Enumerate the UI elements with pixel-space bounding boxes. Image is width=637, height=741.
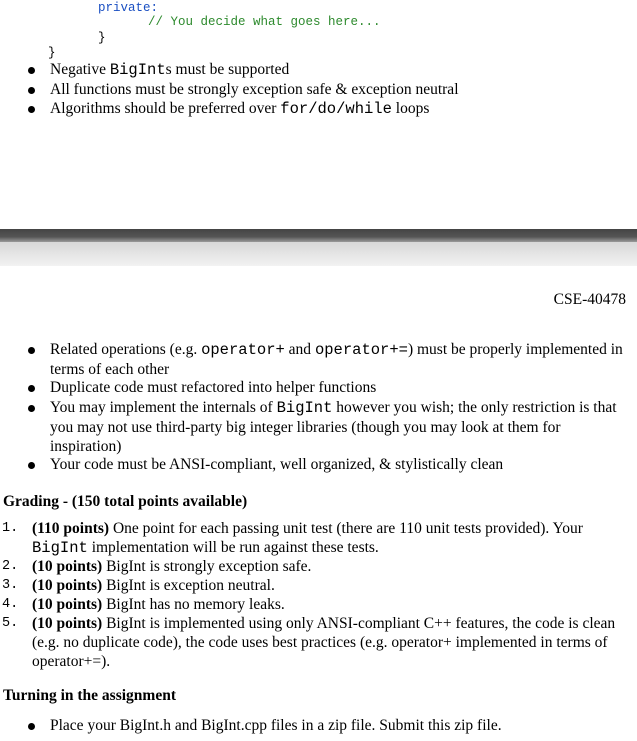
item-number: 5. xyxy=(2,616,19,631)
points-label: (10 points) xyxy=(32,615,103,632)
text: Related operations (e.g. xyxy=(50,341,202,358)
bullet-icon xyxy=(28,87,35,94)
text: ) must be properly implemented in terms of each other xyxy=(50,341,623,379)
bullet-icon xyxy=(28,347,35,354)
text: BigInt has no memory leaks. xyxy=(102,596,285,613)
text: Negative xyxy=(50,61,110,78)
inline-code: operator+= xyxy=(314,341,408,359)
bullet-icon xyxy=(28,106,35,113)
inline-code: for/do/while xyxy=(280,100,392,118)
bullet-icon xyxy=(28,462,35,469)
bullet-icon xyxy=(28,67,35,74)
grading-heading: Grading - (150 total points available) xyxy=(3,493,248,510)
code-comment: // You decide what goes here... xyxy=(148,15,381,29)
page-break-divider xyxy=(0,229,637,242)
inline-code: BigInt xyxy=(109,61,166,79)
bullet-icon xyxy=(28,405,35,412)
inline-code: BigInt xyxy=(32,539,88,558)
list-item-text: Duplicate code must refactored into helper functions xyxy=(50,379,377,396)
list-item-text: All functions must be strongly exception safe & exception neutral xyxy=(50,81,459,98)
item-number: 3. xyxy=(2,578,19,593)
points-label: (10 points) xyxy=(32,577,103,594)
item-number: 1. xyxy=(2,521,19,536)
text: implementation will be run against these tests. xyxy=(87,539,379,557)
text: You may implement the internals of xyxy=(50,399,277,416)
page-gap xyxy=(0,242,637,266)
text: BigInt is strongly exception safe. xyxy=(102,558,312,575)
inline-code: BigInt xyxy=(276,399,333,417)
text: and xyxy=(284,341,315,358)
text: loops xyxy=(391,100,430,117)
bullet-icon xyxy=(28,723,35,730)
points-label: (10 points) xyxy=(32,596,103,613)
code-outer-brace: } xyxy=(48,46,56,60)
inline-code: operator+ xyxy=(201,341,285,359)
text: One point for each passing unit test (there are 110 unit tests provided). Your xyxy=(109,520,583,537)
code-inner-brace: } xyxy=(98,31,106,45)
code-private-keyword: private: xyxy=(98,1,159,15)
turnin-heading: Turning in the assignment xyxy=(3,687,176,704)
bullet-icon xyxy=(28,385,35,392)
list-item-text: Place your BigInt.h and BigInt.cpp files in a zip file. Submit this zip file. xyxy=(50,717,502,734)
list-item-text: Your code must be ANSI-compliant, well organized, & stylistically clean xyxy=(50,456,504,473)
course-code: CSE-40478 xyxy=(553,291,626,308)
points-label: (10 points) xyxy=(32,558,103,575)
text: BigInt is implemented using only ANSI-compliant C++ features, the code is clean (e.g. no duplicate code), the code uses best practices (e.g. operator+ implemented in terms of operator+=). xyxy=(32,615,616,671)
text: however you wish; the only restriction is that you may not use third-party big integer libraries (though you may look at them for inspiration) xyxy=(50,399,617,456)
item-number: 2. xyxy=(2,559,19,574)
item-number: 4. xyxy=(2,597,19,612)
text: Algorithms should be preferred over xyxy=(50,100,281,117)
points-label: (110 points) xyxy=(32,520,110,537)
text: BigInt is exception neutral. xyxy=(102,577,275,594)
text: s must be supported xyxy=(165,61,290,78)
